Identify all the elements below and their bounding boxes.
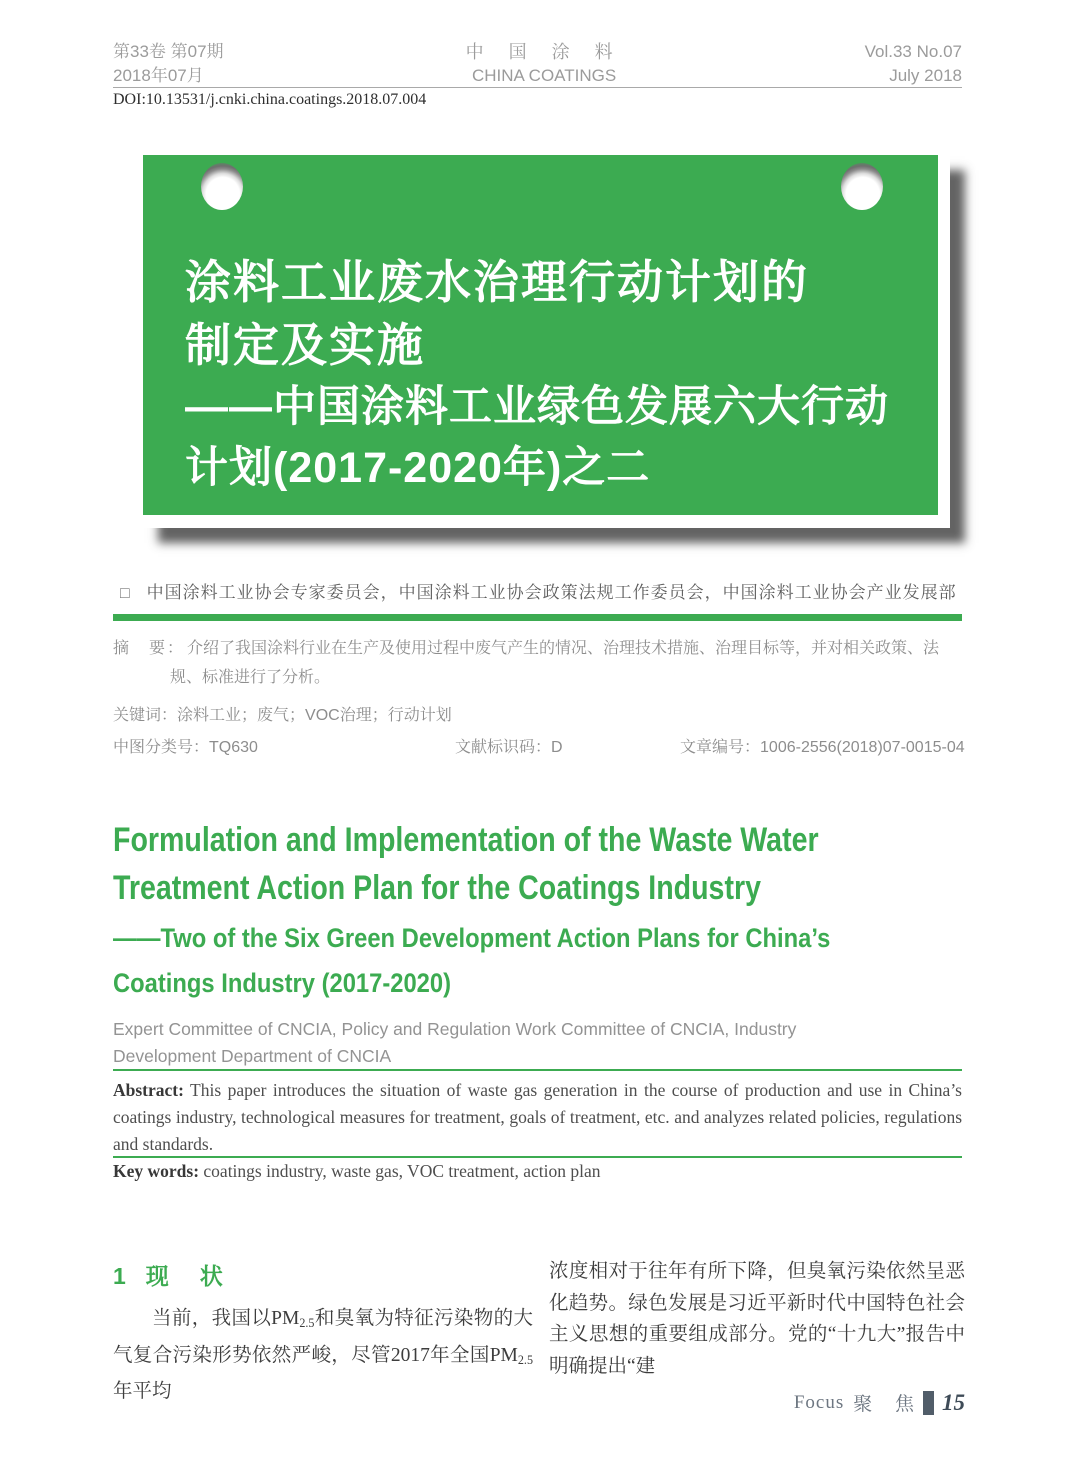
classification-row [113,738,965,758]
body-paragraph-left [113,1303,533,1408]
footer-focus-cn: 聚 焦 [853,1394,923,1415]
body-paragraph-right: 浓度相对于往年有所下降，但臭氧污染依然呈恶化趋势。绿色发展是习近平新时代中国特色社会主义思想的重要组成部分。党的“十九大”报告中明确提出“建 [549,1261,965,1377]
section-title: 现 状 [145,1263,227,1289]
keywords-en-label: Key words: [113,1161,200,1181]
header-journal-title [466,40,623,88]
doc-code-label: 文献标识码： [455,739,552,756]
issue-date-cn: 2018年07月 [113,66,204,85]
section-heading [113,1258,533,1291]
pm25-subscript: 2.5 [299,1316,315,1331]
title-banner [143,155,938,515]
clc-value: TQ630 [209,739,258,756]
clc-label: 中图分类号： [113,739,210,756]
abstract-en [113,1077,962,1158]
article-body [113,1256,965,1408]
doi-text: DOI:10.13531/j.cnki.china.coatings.2018.07.004 [113,91,427,108]
affiliation-line [120,578,957,603]
keywords-en [113,1158,962,1185]
abstract-cn [113,634,965,692]
issue-volume-en: Vol.33 No.07 [864,42,962,61]
article-id [680,738,965,758]
affiliation-marker-icon: □ [120,585,131,602]
header-divider [113,87,962,88]
abstract-en-block [113,1077,962,1185]
journal-title-en: CHINA COATINGS [471,66,617,85]
keywords-cn-text: 涂料工业；废气；VOC治理；行动计划 [177,707,452,724]
header-issue-cn [113,40,224,88]
body-column-left [113,1256,533,1408]
punch-hole-icon [841,163,883,210]
article-subtitle-cn-line1: ——中国涂料工业绿色发展六大行动 [185,383,889,431]
keywords-en-text: coatings industry, waste gas, VOC treatment, action plan [199,1161,601,1181]
page-number: 15 [942,1389,965,1415]
page-header [113,40,962,88]
footer-focus-en: Focus [793,1391,845,1413]
article-subtitle-cn-line2: 计划(2017-2020年)之二 [185,444,651,492]
doc-code-value: D [551,739,563,756]
title-banner-card [143,155,950,528]
article-title-cn [185,251,889,499]
article-title-en [113,816,953,912]
document-code [455,738,680,758]
article-title-en-line2: Treatment Action Plan for the Coatings Industry [113,869,761,907]
body-left-text-2: 和臭氧为特征污染物的大气复合污染形势依然严峻，尽管2017年全国PM [113,1308,533,1366]
clc-number [113,738,455,758]
article-subtitle-en-line2: Coatings Industry (2017-2020) [113,968,452,998]
article-title-en-line1: Formulation and Implementation of the Waste Water [113,821,819,859]
header-issue-en [865,40,962,88]
article-subtitle-en [113,916,928,1006]
punch-hole-icon [201,163,243,210]
abstract-divider-top [113,1069,962,1071]
article-title-cn-line2: 制定及实施 [185,319,425,371]
pm25-subscript: 2.5 [517,1352,533,1367]
body-column-right [549,1256,965,1408]
article-subtitle-en-line1: ——Two of the Six Green Development Action Plans for China’s [113,923,831,953]
abstract-divider-bottom [113,1156,962,1158]
abstract-cn-label: 摘 要： [113,640,186,657]
keywords-cn [113,706,965,726]
article-id-label: 文章编号： [680,739,761,756]
section-divider-bar [113,614,962,621]
chinese-meta-block [113,634,965,758]
section-number: 1 [113,1263,126,1289]
issue-date-en: July 2018 [889,66,962,85]
keywords-cn-label: 关键词： [113,707,178,724]
body-left-text-3: 年平均 [113,1381,172,1403]
journal-title-cn: 中 国 涂 料 [465,42,623,62]
abstract-en-text: This paper introduces the situation of waste gas generation in the course of production and use in China’s coatings industry, technological measures for treatment, goals of treatment, etc. and analyzes related policies, regulations and standards. [113,1080,962,1154]
abstract-en-label: Abstract: [113,1080,184,1100]
authors-en: Expert Committee of CNCIA, Policy and Regulation Work Committee of CNCIA, Industry Development Department of CNCIA [113,1019,797,1066]
page-number-bar [923,1391,934,1415]
abstract-cn-text: 介绍了我国涂料行业在生产及使用过程中废气产生的情况、治理技术措施、治理目标等，并对相关政策、法规、标准进行了分析。 [170,640,940,686]
article-id-value: 1006-2556(2018)07-0015-04 [760,739,965,756]
page-footer [794,1389,965,1416]
article-title-cn-line1: 涂料工业废水治理行动计划的 [185,256,809,308]
issue-volume-cn: 第33卷 第07期 [113,42,224,61]
affiliation-text: 中国涂料工业协会专家委员会，中国涂料工业协会政策法规工作委员会，中国涂料工业协会产业发展部 [146,583,957,602]
body-left-text-1: 当前，我国以PM [152,1308,300,1329]
